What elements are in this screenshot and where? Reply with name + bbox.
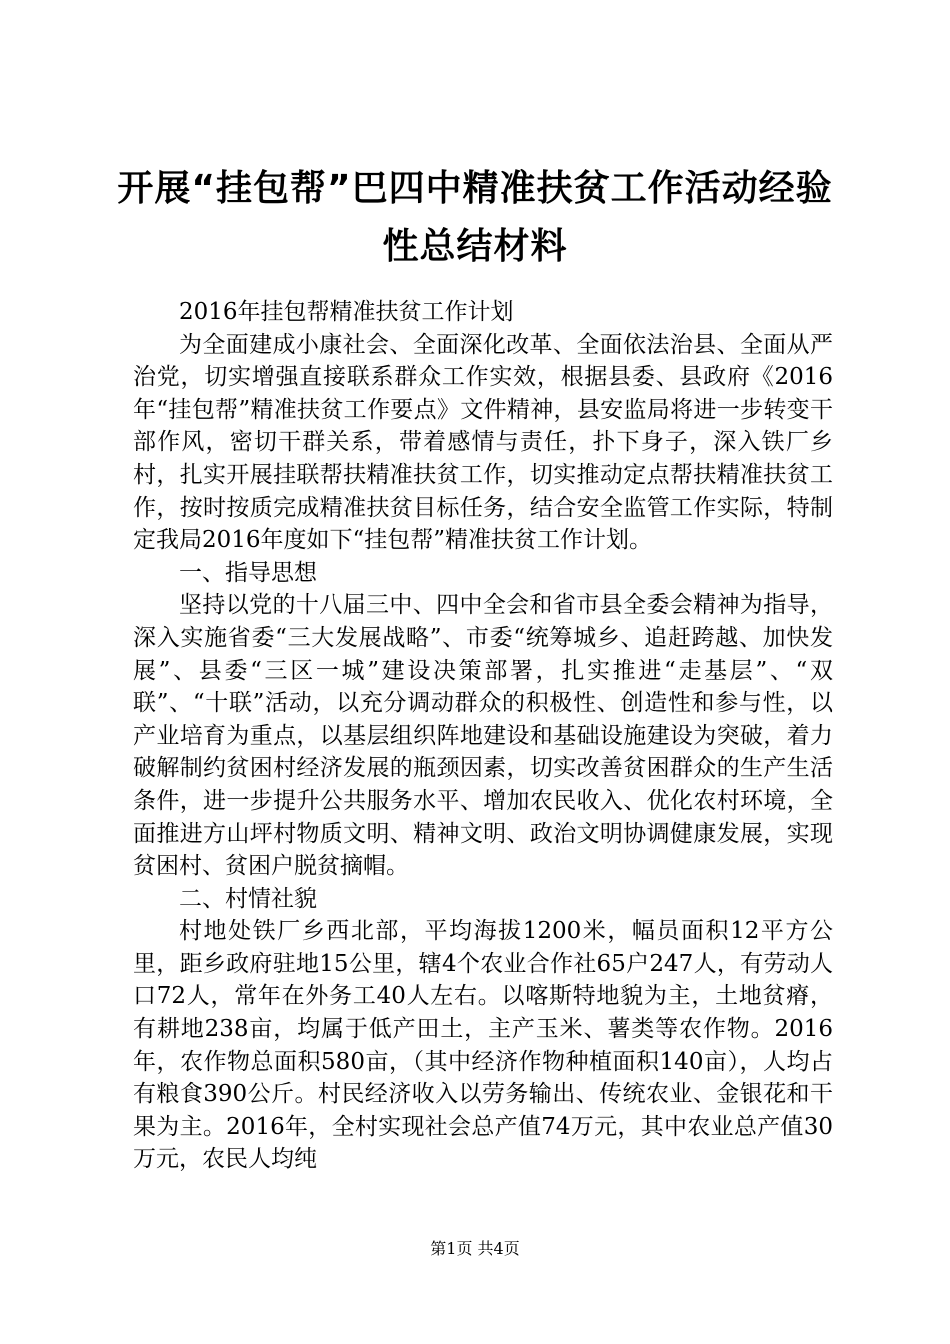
- guiding-ideology-paragraph: 坚持以党的十八届三中、四中全会和省市县全委会精神为指导，深入实施省委“三大发展战略”、市委“统筹城乡、追赶跨越、加快发展”、县委“三区一城”建设决策部署，扎实推进“走基层”、“双联”、“十联”活动，以充分调动群众的积极性、创造性和参与性，以产业培育为重点，以基层组织阵地建设和基础设施建设为突破，着力破解制约贫困村经济发展的瓶颈因素，切实改善贫困群众的生产生活条件，进一步提升公共服务水平、增加农民收入、优化农村环境，全面推进方山坪村物质文明、精神文明、政治文明协调健康发展，实现贫困村、贫困户脱贫摘帽。: [133, 592, 833, 880]
- section-heading-guiding-ideology: 一、指导思想: [179, 559, 317, 586]
- village-profile-paragraph: 村地处铁厂乡西北部，平均海拔1200米，幅员面积12平方公里，距乡政府驻地15公里，辖4个农业合作社65户247人，有劳动人口72人，常年在外务工40人左右。以喀斯特地貌为主，土地贫瘠，有耕地238亩，均属于低产田土，主产玉米、薯类等农作物。2016年，农作物总面积580亩，（其中经济作物种植面积140亩），人均占有粮食390公斤。村民经济收入以劳务输出、传统农业、金银花和干果为主。2016年，全村实现社会总产值74万元，其中农业总产值30万元，农民人均纯: [133, 918, 833, 1173]
- intro-paragraph: 为全面建成小康社会、全面深化改革、全面依法治县、全面从严治党，切实增强直接联系群众工作实效，根据县委、县政府《2016年“挂包帮”精准扶贫工作要点》文件精神，县安监局将进一步转变干部作风，密切干群关系，带着感情与责任，扑下身子，深入铁厂乡村，扎实开展挂联帮扶精准扶贫工作，切实推动定点帮扶精准扶贫工作，按时按质完成精准扶贫目标任务，结合安全监管工作实际，特制定我局2016年度如下“挂包帮”精准扶贫工作计划。: [133, 331, 833, 554]
- document-title: [110, 160, 840, 276]
- document-body: [133, 296, 833, 1176]
- page-footer: 第1页 共4页: [430, 1239, 520, 1258]
- section-heading-village-profile: 二、村情社貌: [179, 885, 317, 912]
- title-line-2: 性总结材料: [382, 226, 568, 267]
- plan-heading: 2016年挂包帮精准扶贫工作计划: [179, 299, 514, 325]
- title-line-1: 开展“挂包帮”巴四中精准扶贫工作活动经验: [117, 168, 833, 209]
